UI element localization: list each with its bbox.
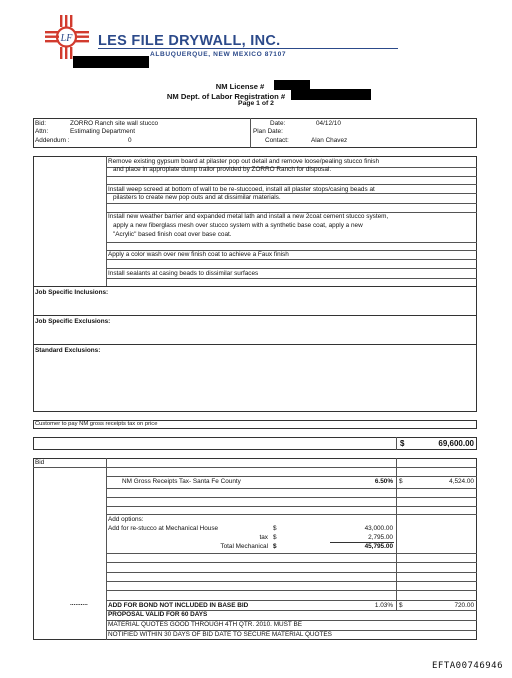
mech-tax-currency: $ xyxy=(273,534,277,541)
redaction-bar xyxy=(291,89,371,100)
standard-exclusions-heading: Standard Exclusions: xyxy=(35,347,101,354)
scope-line: Install sealants at casing beads to dissimilar surfaces xyxy=(108,270,259,277)
bond-label: ADD FOR BOND NOT INCLUDED IN BASE BID xyxy=(108,602,249,609)
gross-tax-currency: $ xyxy=(399,478,403,485)
mechanical-currency: $ xyxy=(273,525,277,532)
addendum-label: Addendum : xyxy=(35,137,70,144)
bond-amount: 720.00 xyxy=(454,602,474,609)
add-options-label: Add options: xyxy=(108,516,144,523)
company-city: ALBUQUERQUE, NEW MEXICO 87107 xyxy=(150,51,287,58)
total-mechanical-label: Total Mechanical xyxy=(220,543,268,550)
bid-label: Bid: xyxy=(35,120,47,127)
attn-value: Estimating Department xyxy=(70,128,135,135)
scope-line: pilasters to create new pop outs and at dissimilar materials. xyxy=(113,194,281,201)
mech-tax-amount: 2,795.00 xyxy=(368,534,393,541)
labor-registration-line: NM Dept. of Labor Registration # xyxy=(166,92,286,101)
mechanical-label: Add for re-stucco at Mechanical House xyxy=(108,525,219,532)
exclusions-heading: Job Specific Exclusions: xyxy=(35,318,111,325)
tax-note: Customer to pay NM gross receipts tax on price xyxy=(35,421,158,427)
total-mechanical-currency: $ xyxy=(273,543,277,550)
scope-line: apply a new fiberglass mesh over stucco system with a synthetic base coat, apply a new xyxy=(113,222,363,229)
gross-tax-amount: 4,524.00 xyxy=(449,478,474,485)
date-value: 04/12/10 xyxy=(316,120,341,127)
header-rule xyxy=(98,48,398,49)
license-line: NM License # xyxy=(215,82,265,91)
mech-tax-label: tax xyxy=(259,534,268,541)
contact-label: Contact: xyxy=(265,137,289,144)
gross-tax-rate: 6.50% xyxy=(374,478,393,485)
scope-line: Install weep screed at bottom of wall to be re-stuccoed, install all plaster stops/casing beads at xyxy=(108,186,375,193)
addendum-value: 0 xyxy=(128,137,132,144)
proposal-validity: PROPOSAL VALID FOR 60 DAYS xyxy=(108,611,208,618)
scope-line: and place in appropiate dump trailor provided by ZORRO Ranch for disposal. xyxy=(113,166,332,173)
bond-rate: 1.03% xyxy=(374,602,393,609)
total-currency: $ xyxy=(400,439,405,448)
svg-text:LF: LF xyxy=(60,33,73,44)
bid-value: ZORRO Ranch site wall stucco xyxy=(70,120,159,127)
total-mechanical-amount: 45,795.00 xyxy=(364,543,393,550)
dots-marker: .......... xyxy=(70,600,88,607)
inclusions-heading: Job Specific Inclusions: xyxy=(35,289,109,296)
page-number: Page 1 of 2 xyxy=(238,100,274,107)
company-name: LES FILE DRYWALL, INC. xyxy=(98,33,281,49)
bond-currency: $ xyxy=(399,602,403,609)
gross-tax-label: NM Gross Receipts Tax- Santa Fe County xyxy=(122,478,241,485)
material-quotes-line: NOTIFIED WITHIN 30 DAYS OF BID DATE TO SECURE MATERIAL QUOTES xyxy=(108,631,332,638)
material-quotes-line: MATERIAL QUOTES GOOD THROUGH 4TH QTR. 2010. MUST BE xyxy=(108,621,302,628)
redaction-bar xyxy=(73,56,149,68)
scope-line: Install new weather barrier and expanded metal lath and install a new 2coat cement stucco system, xyxy=(108,213,389,220)
scope-line: Remove existing gypsum board at pilaster pop out detail and remove loose/pealing stucco finish xyxy=(108,158,380,165)
scope-line: Apply a color wash over new finish coat to achieve a Faux finish xyxy=(108,251,289,258)
date-label: Date: xyxy=(270,120,286,127)
total-amount: 69,600.00 xyxy=(438,439,474,448)
document-id: EFTA00746946 xyxy=(432,661,504,671)
mechanical-amount: 43,000.00 xyxy=(364,525,393,532)
contact-value: Alan Chavez xyxy=(311,137,348,144)
bid-row-label: Bid xyxy=(35,459,45,466)
scope-line: "Acrylic" based finish coat over base coat. xyxy=(113,231,232,238)
plan-date-label: Plan Date: xyxy=(253,128,283,135)
zia-sun-logo-icon xyxy=(40,14,94,62)
attn-label: Attn: xyxy=(35,128,49,135)
